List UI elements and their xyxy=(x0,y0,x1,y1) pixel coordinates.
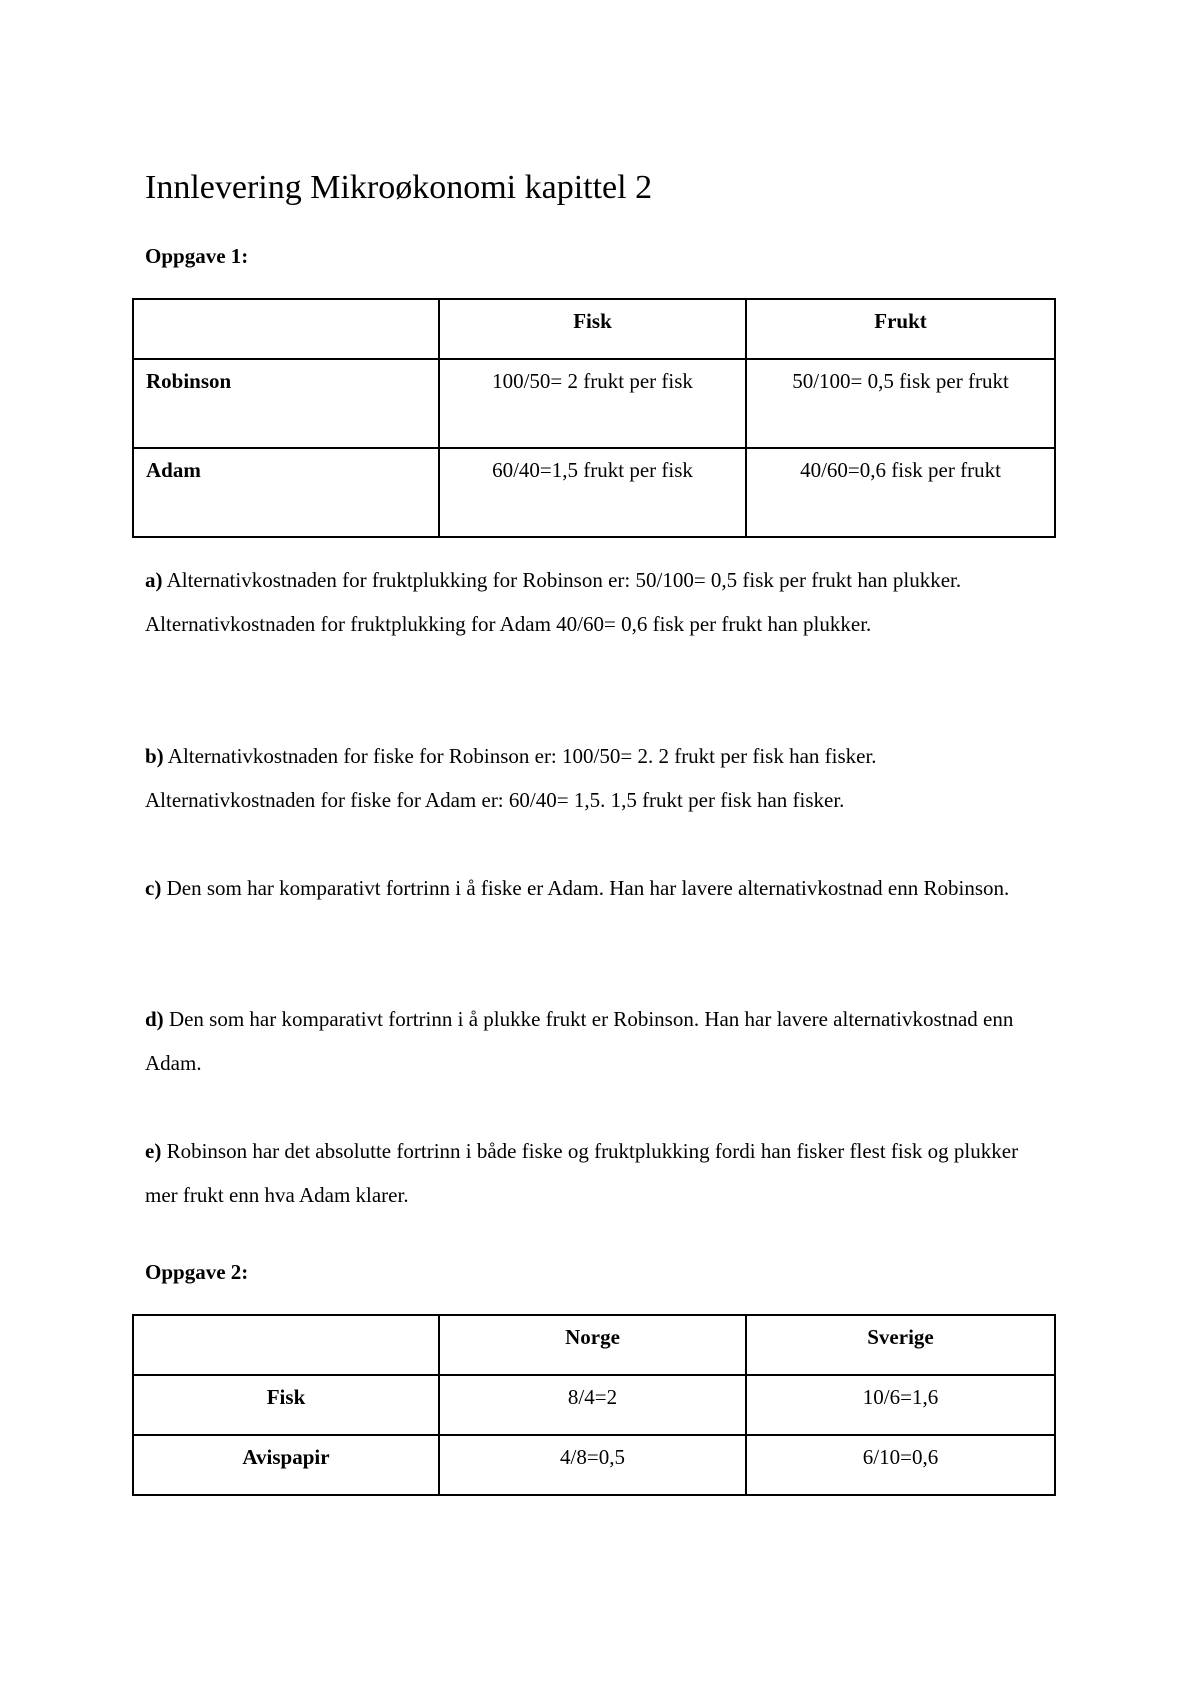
table-header-cell: Fisk xyxy=(439,299,746,359)
answer-c xyxy=(145,866,1045,910)
oppgave1-heading: Oppgave 1: xyxy=(145,244,249,268)
answer-text: Alternativkostnaden for fiske for Adam er: 60/40= 1,5. 1,5 frukt per fisk han fisker. xyxy=(145,788,845,812)
answer-text: Den som har komparativt fortrinn i å plukke frukt er Robinson. Han har lavere alternativkostnad enn Adam. xyxy=(145,1007,1014,1075)
answer-text: Alternativkostnaden for fruktplukking for Adam 40/60= 0,6 fisk per frukt han plukker. xyxy=(145,612,872,636)
table-header-row xyxy=(133,1315,1055,1375)
table-cell: 50/100= 0,5 fisk per frukt xyxy=(746,359,1055,448)
answer-d xyxy=(145,997,1045,1085)
table-cell: 100/50= 2 frukt per fisk xyxy=(439,359,746,448)
answer-label: c) xyxy=(145,876,162,900)
answer-label: e) xyxy=(145,1139,162,1163)
answer-label: b) xyxy=(145,744,164,768)
answer-text: Alternativkostnaden for fruktplukking for Robinson er: 50/100= 0,5 fisk per frukt han plukker. xyxy=(162,568,962,592)
table-row xyxy=(133,1375,1055,1435)
table-row xyxy=(133,1435,1055,1495)
table-cell: 6/10=0,6 xyxy=(746,1435,1055,1495)
table-header-cell: Sverige xyxy=(746,1315,1055,1375)
table-cell: 40/60=0,6 fisk per frukt xyxy=(746,448,1055,537)
answer-b xyxy=(145,734,1045,822)
document-title: Innlevering Mikroøkonomi kapittel 2 xyxy=(145,169,653,206)
answer-text: Den som har komparativt fortrinn i å fiske er Adam. Han har lavere alternativkostnad enn Robinson. xyxy=(161,876,1010,900)
answer-e xyxy=(145,1129,1045,1217)
table-row xyxy=(133,359,1055,448)
table-cell: 10/6=1,6 xyxy=(746,1375,1055,1435)
answer-label: a) xyxy=(145,568,163,592)
table-header-cell xyxy=(133,299,439,359)
table-header-cell: Norge xyxy=(439,1315,746,1375)
table-cell: 60/40=1,5 frukt per fisk xyxy=(439,448,746,537)
answer-a xyxy=(145,558,1045,646)
oppgave1-table xyxy=(132,298,1056,538)
table-header-cell xyxy=(133,1315,439,1375)
table-header-row xyxy=(133,299,1055,359)
table-row-label: Robinson xyxy=(133,359,439,448)
table-row xyxy=(133,448,1055,537)
table-header-cell: Frukt xyxy=(746,299,1055,359)
table-cell: 8/4=2 xyxy=(439,1375,746,1435)
answer-text: Alternativkostnaden for fiske for Robinson er: 100/50= 2. 2 frukt per fisk han fisker. xyxy=(163,744,877,768)
table-cell: 4/8=0,5 xyxy=(439,1435,746,1495)
answer-text: Robinson har det absolutte fortrinn i både fiske og fruktplukking fordi han fisker flest fisk og plukker mer frukt enn hva Adam klarer. xyxy=(145,1139,1019,1207)
oppgave2-table xyxy=(132,1314,1056,1496)
table-row-label: Adam xyxy=(133,448,439,537)
table-row-label: Avispapir xyxy=(133,1435,439,1495)
oppgave2-heading: Oppgave 2: xyxy=(145,1260,249,1284)
answer-label: d) xyxy=(145,1007,164,1031)
table-row-label: Fisk xyxy=(133,1375,439,1435)
